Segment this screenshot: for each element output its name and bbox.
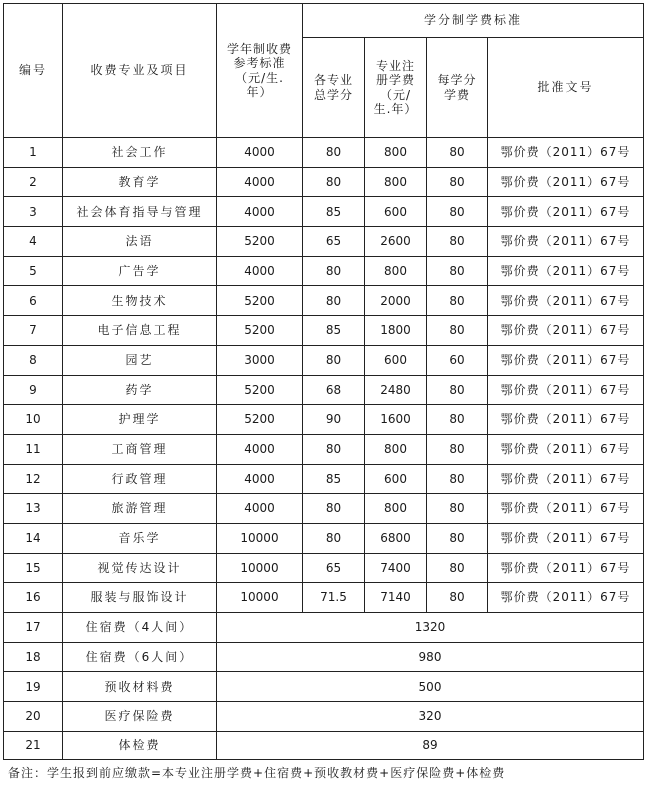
cell-no: 7 — [4, 316, 63, 346]
cell-per-credit-fee: 80 — [427, 375, 488, 405]
cell-total-credits: 80 — [303, 256, 365, 286]
cell-no: 8 — [4, 345, 63, 375]
cell-registration-fee: 600 — [365, 345, 427, 375]
table-row — [4, 731, 644, 759]
cell-per-credit-fee: 80 — [427, 138, 488, 168]
cell-no: 20 — [4, 702, 63, 732]
header-approval-number: 批准文号 — [488, 38, 644, 138]
table-row — [4, 375, 644, 405]
cell-registration-fee: 1600 — [365, 405, 427, 435]
cell-no: 6 — [4, 286, 63, 316]
cell-major-name: 音乐学 — [63, 523, 217, 553]
cell-major-name: 工商管理 — [63, 434, 217, 464]
cell-approval-number: 鄂价费（2011）67号 — [488, 167, 644, 197]
cell-approval-number: 鄂价费（2011）67号 — [488, 434, 644, 464]
header-registration-fee: 专业注 册学费 （元/ 生.年） — [365, 38, 427, 138]
cell-registration-fee: 1800 — [365, 316, 427, 346]
cell-fee-amount: 500 — [217, 672, 644, 702]
cell-approval-number: 鄂价费（2011）67号 — [488, 375, 644, 405]
table-row — [4, 553, 644, 583]
cell-fee-item: 医疗保险费 — [63, 702, 217, 732]
cell-total-credits: 90 — [303, 405, 365, 435]
cell-per-credit-fee: 80 — [427, 316, 488, 346]
cell-no: 5 — [4, 256, 63, 286]
cell-per-credit-fee: 80 — [427, 286, 488, 316]
table-row — [4, 227, 644, 257]
cell-no: 1 — [4, 138, 63, 168]
cell-total-credits: 80 — [303, 434, 365, 464]
cell-registration-fee: 800 — [365, 494, 427, 524]
cell-registration-fee: 600 — [365, 464, 427, 494]
cell-major-name: 电子信息工程 — [63, 316, 217, 346]
cell-total-credits: 85 — [303, 316, 365, 346]
cell-major-name: 视觉传达设计 — [63, 553, 217, 583]
cell-total-credits: 85 — [303, 197, 365, 227]
cell-approval-number: 鄂价费（2011）67号 — [488, 494, 644, 524]
cell-year-fee: 5200 — [217, 286, 303, 316]
cell-no: 12 — [4, 464, 63, 494]
cell-registration-fee: 7140 — [365, 583, 427, 613]
cell-total-credits: 80 — [303, 494, 365, 524]
cell-fee-item: 住宿费（6人间） — [63, 642, 217, 672]
cell-year-fee: 10000 — [217, 583, 303, 613]
cell-per-credit-fee: 80 — [427, 553, 488, 583]
cell-per-credit-fee: 80 — [427, 523, 488, 553]
cell-year-fee: 4000 — [217, 256, 303, 286]
cell-no: 2 — [4, 167, 63, 197]
cell-registration-fee: 800 — [365, 167, 427, 197]
cell-major-name: 药学 — [63, 375, 217, 405]
table-row — [4, 434, 644, 464]
cell-year-fee: 4000 — [217, 138, 303, 168]
cell-per-credit-fee: 80 — [427, 256, 488, 286]
cell-registration-fee: 800 — [365, 138, 427, 168]
cell-no: 11 — [4, 434, 63, 464]
cell-total-credits: 80 — [303, 523, 365, 553]
cell-total-credits: 80 — [303, 286, 365, 316]
header-per-credit-fee: 每学分 学费 — [427, 38, 488, 138]
fee-table — [3, 3, 644, 760]
cell-year-fee: 4000 — [217, 464, 303, 494]
cell-total-credits: 85 — [303, 464, 365, 494]
cell-approval-number: 鄂价费（2011）67号 — [488, 256, 644, 286]
cell-year-fee: 5200 — [217, 227, 303, 257]
cell-per-credit-fee: 60 — [427, 345, 488, 375]
cell-major-name: 服装与服饰设计 — [63, 583, 217, 613]
cell-no: 21 — [4, 731, 63, 759]
cell-major-name: 社会工作 — [63, 138, 217, 168]
table-row — [4, 642, 644, 672]
cell-fee-amount: 89 — [217, 731, 644, 759]
table-row — [4, 345, 644, 375]
cell-approval-number: 鄂价费（2011）67号 — [488, 316, 644, 346]
cell-fee-item: 住宿费（4人间） — [63, 613, 217, 643]
cell-major-name: 旅游管理 — [63, 494, 217, 524]
cell-no: 3 — [4, 197, 63, 227]
cell-total-credits: 65 — [303, 553, 365, 583]
cell-approval-number: 鄂价费（2011）67号 — [488, 197, 644, 227]
table-row — [4, 523, 644, 553]
cell-no: 16 — [4, 583, 63, 613]
cell-registration-fee: 800 — [365, 256, 427, 286]
cell-no: 9 — [4, 375, 63, 405]
footnote: 备注：学生报到前应缴款=本专业注册学费+住宿费+预收教材费+医疗保险费+体检费 — [8, 766, 506, 780]
cell-major-name: 护理学 — [63, 405, 217, 435]
cell-year-fee: 4000 — [217, 494, 303, 524]
cell-no: 4 — [4, 227, 63, 257]
cell-per-credit-fee: 80 — [427, 464, 488, 494]
cell-approval-number: 鄂价费（2011）67号 — [488, 345, 644, 375]
table-row — [4, 286, 644, 316]
table-row — [4, 494, 644, 524]
cell-approval-number: 鄂价费（2011）67号 — [488, 227, 644, 257]
cell-fee-item: 体检费 — [63, 731, 217, 759]
header-no: 编号 — [4, 4, 63, 138]
table-row — [4, 405, 644, 435]
cell-approval-number: 鄂价费（2011）67号 — [488, 138, 644, 168]
cell-total-credits: 80 — [303, 345, 365, 375]
cell-registration-fee: 2000 — [365, 286, 427, 316]
table-row — [4, 464, 644, 494]
cell-year-fee: 4000 — [217, 167, 303, 197]
cell-major-name: 园艺 — [63, 345, 217, 375]
cell-no: 10 — [4, 405, 63, 435]
header-credit-fee-standard: 学分制学费标准 — [303, 4, 644, 38]
cell-approval-number: 鄂价费（2011）67号 — [488, 523, 644, 553]
cell-major-name: 社会体育指导与管理 — [63, 197, 217, 227]
table-row — [4, 613, 644, 643]
cell-total-credits: 71.5 — [303, 583, 365, 613]
table-row — [4, 197, 644, 227]
cell-fee-amount: 320 — [217, 702, 644, 732]
cell-major-name: 教育学 — [63, 167, 217, 197]
cell-major-name: 法语 — [63, 227, 217, 257]
table-row — [4, 583, 644, 613]
cell-per-credit-fee: 80 — [427, 167, 488, 197]
cell-no: 13 — [4, 494, 63, 524]
cell-per-credit-fee: 80 — [427, 197, 488, 227]
cell-total-credits: 65 — [303, 227, 365, 257]
cell-no: 15 — [4, 553, 63, 583]
table-row — [4, 167, 644, 197]
cell-per-credit-fee: 80 — [427, 494, 488, 524]
cell-year-fee: 4000 — [217, 197, 303, 227]
cell-approval-number: 鄂价费（2011）67号 — [488, 464, 644, 494]
cell-total-credits: 80 — [303, 167, 365, 197]
header-year-fee-ref: 学年制收费 参考标准 （元/生. 年） — [217, 4, 303, 138]
cell-total-credits: 80 — [303, 138, 365, 168]
cell-approval-number: 鄂价费（2011）67号 — [488, 286, 644, 316]
cell-no: 19 — [4, 672, 63, 702]
header-major-item: 收费专业及项目 — [63, 4, 217, 138]
cell-registration-fee: 2480 — [365, 375, 427, 405]
cell-no: 18 — [4, 642, 63, 672]
cell-year-fee: 5200 — [217, 375, 303, 405]
cell-per-credit-fee: 80 — [427, 434, 488, 464]
cell-year-fee: 4000 — [217, 434, 303, 464]
cell-year-fee: 10000 — [217, 523, 303, 553]
cell-no: 14 — [4, 523, 63, 553]
cell-fee-item: 预收材料费 — [63, 672, 217, 702]
cell-per-credit-fee: 80 — [427, 227, 488, 257]
cell-approval-number: 鄂价费（2011）67号 — [488, 583, 644, 613]
cell-approval-number: 鄂价费（2011）67号 — [488, 405, 644, 435]
cell-per-credit-fee: 80 — [427, 405, 488, 435]
cell-fee-amount: 980 — [217, 642, 644, 672]
fee-table-body — [4, 138, 644, 760]
cell-year-fee: 10000 — [217, 553, 303, 583]
cell-per-credit-fee: 80 — [427, 583, 488, 613]
table-row — [4, 138, 644, 168]
cell-major-name: 行政管理 — [63, 464, 217, 494]
cell-approval-number: 鄂价费（2011）67号 — [488, 553, 644, 583]
cell-year-fee: 5200 — [217, 405, 303, 435]
cell-major-name: 广告学 — [63, 256, 217, 286]
cell-major-name: 生物技术 — [63, 286, 217, 316]
cell-registration-fee: 600 — [365, 197, 427, 227]
table-row — [4, 672, 644, 702]
cell-year-fee: 3000 — [217, 345, 303, 375]
cell-registration-fee: 800 — [365, 434, 427, 464]
table-row — [4, 256, 644, 286]
table-row — [4, 316, 644, 346]
cell-registration-fee: 7400 — [365, 553, 427, 583]
cell-registration-fee: 2600 — [365, 227, 427, 257]
header-total-credits: 各专业 总学分 — [303, 38, 365, 138]
cell-registration-fee: 6800 — [365, 523, 427, 553]
cell-total-credits: 68 — [303, 375, 365, 405]
cell-no: 17 — [4, 613, 63, 643]
table-row — [4, 702, 644, 732]
cell-year-fee: 5200 — [217, 316, 303, 346]
cell-fee-amount: 1320 — [217, 613, 644, 643]
